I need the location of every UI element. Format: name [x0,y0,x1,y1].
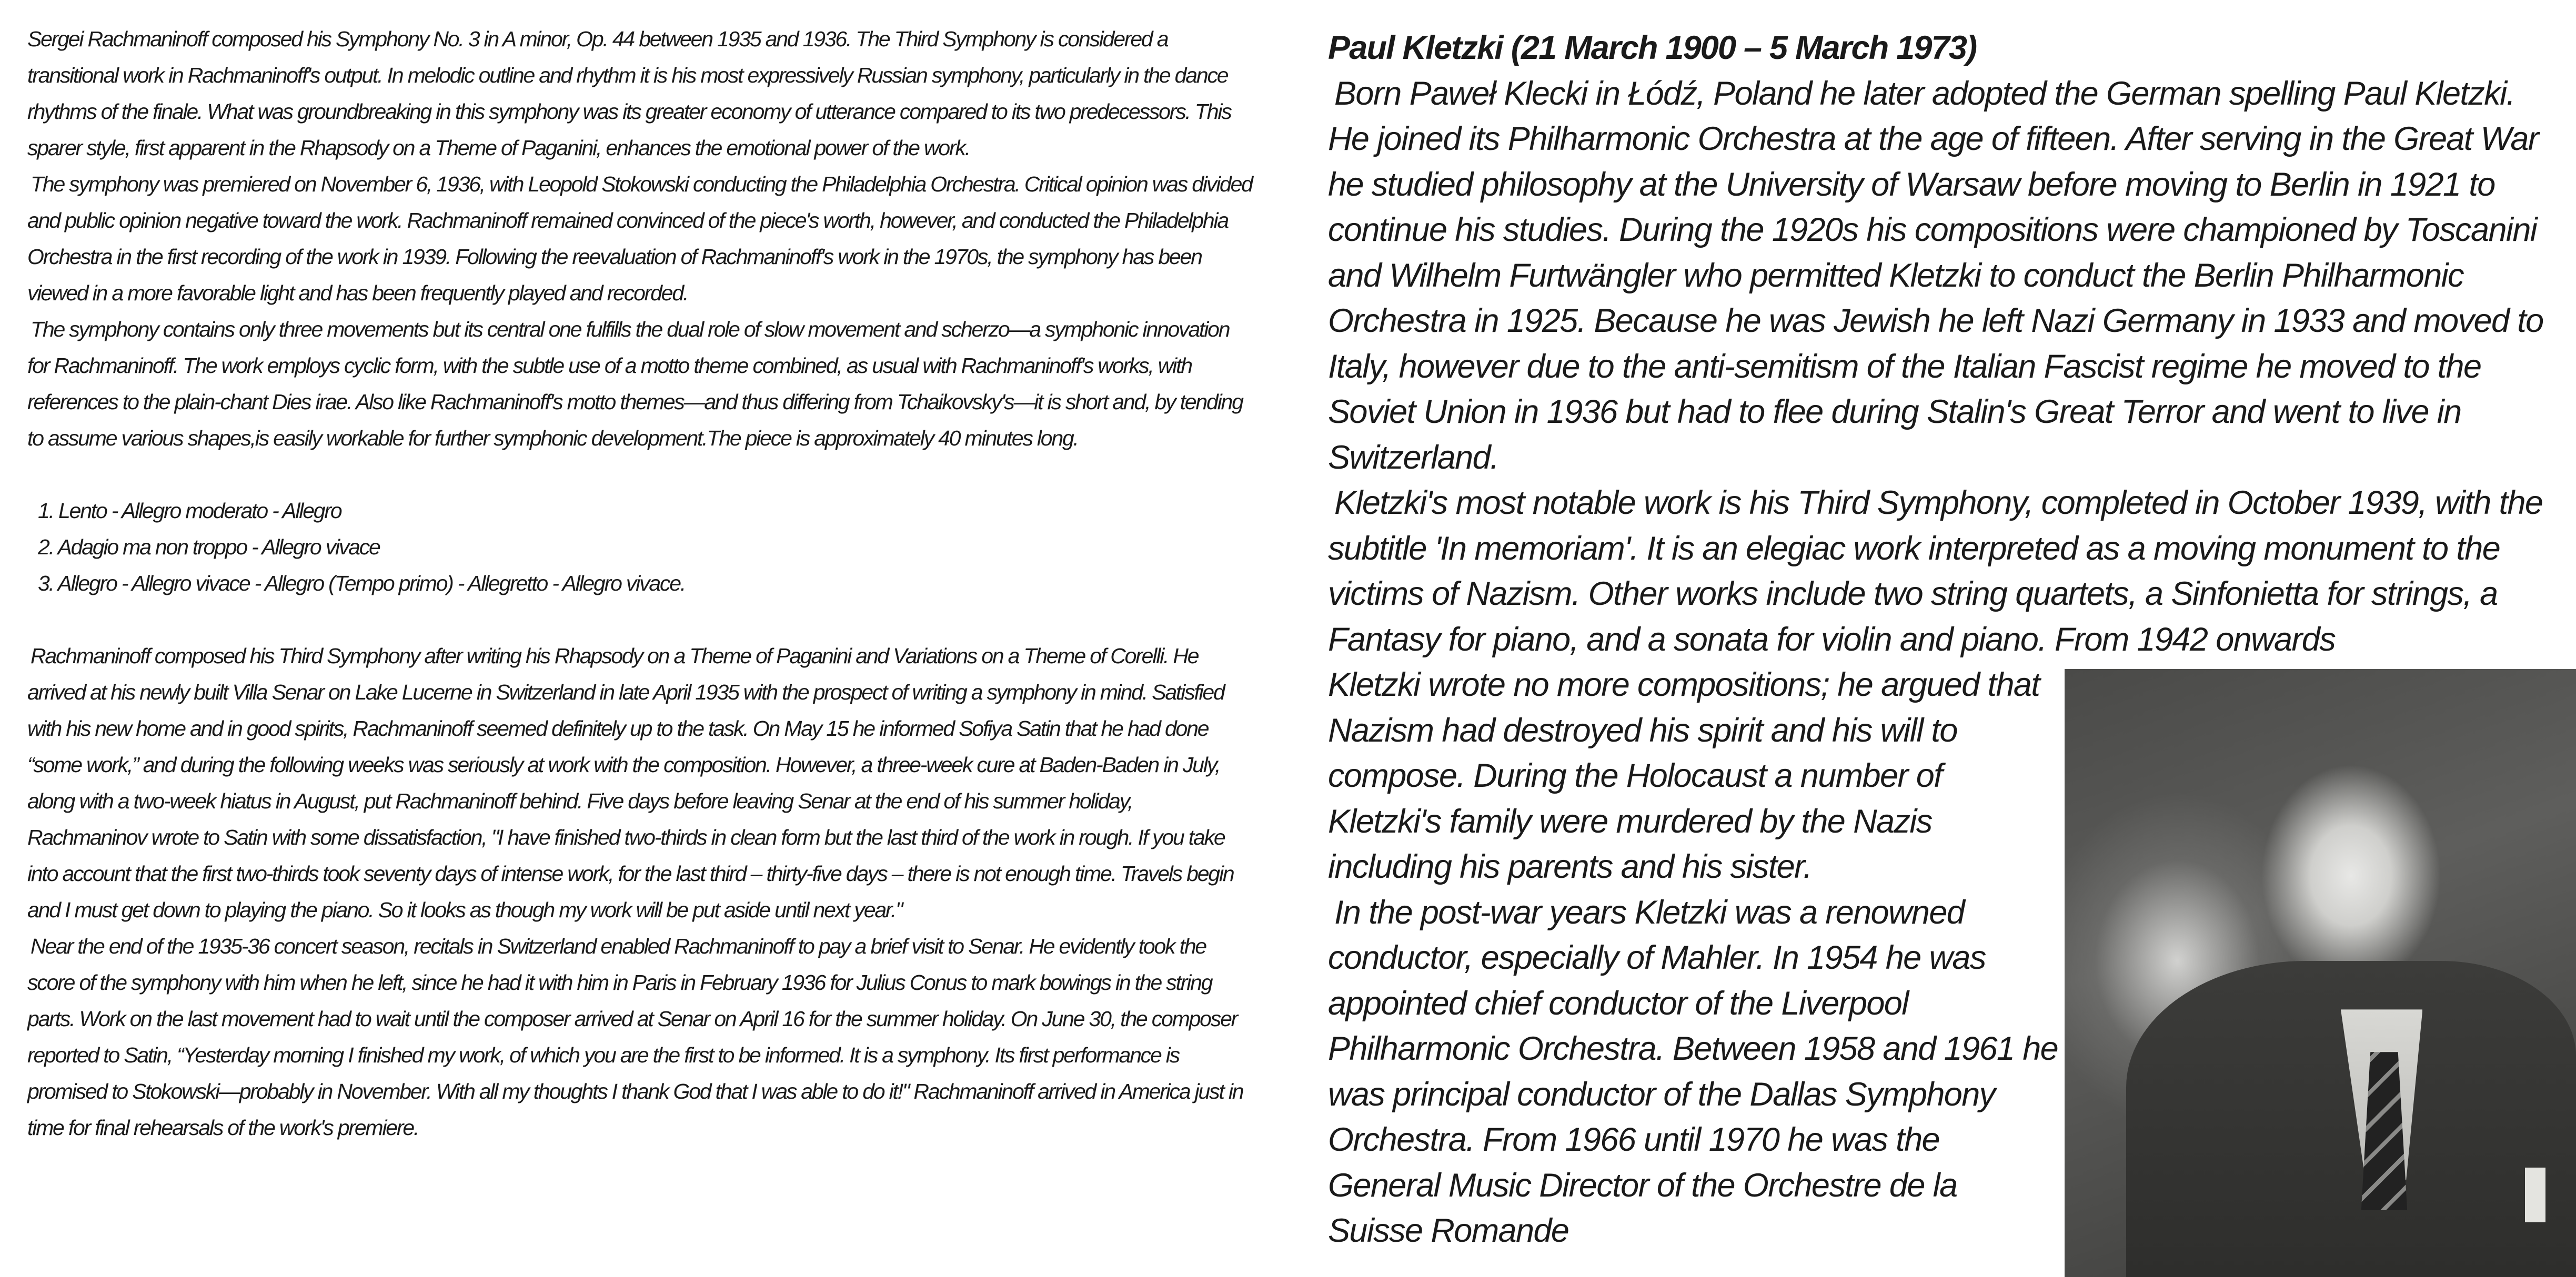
completion-paragraph: Near the end of the 1935-36 concert season, recitals in Switzerland enabled Rachmaninoff to pay a brief visit to Senar. He evidently took the score of the symphony with him when he left, since he had it with him in Paris in February 1936 for Julius Conus to mark bowings in the string parts. Work on the last movement had to wait until the composer arrived at Senar on April 16 for the summer holiday. On June 30, the composer reported to Satin, “Yesterday morning I finished my work, of which you are the first to be informed. It is a symphony. Its first performance is promised to Stokowski—probably in November. With all my thoughts I thank God that I was able to do it!" Rachmaninoff arrived in America just in time for final rehearsals of the work's premiere. [27,934,1243,1140]
biography-paragraph-works-continued: Kletzki wrote no more compositions; he argued that Nazism had destroyed his spirit and his will to compose. During the Holocaust a number of Kletzki's family were murdered by the Nazis including his parents and his sister. [1328,666,2040,885]
intro-paragraph: Sergei Rachmaninoff composed his Symphony No. 3 in A minor, Op. 44 between 1935 and 1936. The Third Symphony is considered a transitional work in Rachmaninoff's output. In melodic outline and rhythm it is his most expressively Russian symphony, particularly in the dance rhythms of the finale. What was groundbreaking in this symphony was its greater economy of utterance compared to its two predecessors. This sparer style, first apparent in the Rhapsody on a Theme of Paganini, enhances the emotional power of the work. [27,27,1231,160]
movement-item: 3. Allegro - Allegro vivace - Allegro (Tempo primo) - Allegretto - Allegro vivace. [38,571,686,595]
movement-item: 2. Adagio ma non troppo - Allegro vivace [38,535,380,559]
photo-suit [2126,961,2576,1277]
movement-item: 1. Lento - Allegro moderato - Allegro [38,499,341,523]
premiere-paragraph: The symphony was premiered on November 6, 1936, with Leopold Stokowski conducting the Philadelphia Orchestra. Critical opinion was divided and public opinion negative toward the work. Rachmaninoff remained convinced of the piece's worth, however, and conducted the Philadelphia Orchestra in the first recording of the work in 1939. Following the reevaluation of Rachmaninoff's work in the 1970s, the symphony has been viewed in a more favorable light and has been frequently played and recorded. [27,172,1252,305]
biography-paragraph-career: In the post-war years Kletzki was a renowned conductor, especially of Mahler. In 1954 he was appointed chief conductor of the Liverpool Philharmonic Orchestra. Between 1958 and 1961 he was principal conductor of the Dallas Symphony Orchestra. From 1966 until 1970 he was the General Music Director of the Orchestre de la Suisse Romande [1328,894,2058,1249]
rachmaninoff-notes-column [27,21,1253,1146]
biography-paragraph-works: Kletzki's most notable work is his Third Symphony, completed in October 1939, with the subtitle 'In memoriam'. It is an elegiac work interpreted as a moving monument to the victims of Nazism. Other works include two string quartets, a Sinfonietta for strings, a Fantasy for piano, and a sonata for violin and piano. From 1942 onwards [1328,484,2543,658]
photo-pocket-square [2525,1168,2545,1222]
kletzki-portrait-photo [2065,669,2576,1277]
composition-history-paragraph: Rachmaninoff composed his Third Symphony after writing his Rhapsody on a Theme of Paganini and Variations on a Theme of Corelli. He arrived at his newly built Villa Senar on Lake Lucerne in Switzerland in late April 1935 with the prospect of writing a symphony in mind. Satisfied with his new home and in good spirits, Rachmaninoff seemed definitely up to the task. On May 15 he informed Sofiya Satin that he had done “some work,” and during the following weeks was seriously at work with the composition. However, a three-week cure at Baden-Baden in July, along with a two-week hiatus in August, put Rachmaninoff behind. Five days before leaving Senar at the end of his summer holiday, Rachmaninov wrote to Satin with some dissatisfaction, "I have finished two-thirds in clean form but the last third of the work in rough. If you take into account that the first two-thirds took seventy days of intense work, for the last third – thirty-five days – there is not enough time. Travels begin and I must get down to playing the piano. So it looks as though my work will be put aside until next year." [27,644,1234,922]
structure-paragraph: The symphony contains only three movements but its central one fulfills the dual role of slow movement and scherzo—a symphonic innovation for Rachmaninoff. The work employs cyclic form, with the subtle use of a motto theme combined, as usual with Rachmaninoff's works, with references to the plain-chant Dies irae. Also like Rachmaninoff's motto themes—and thus differing from Tchaikovsky's—it is short and, by tending to assume various shapes,is easily workable for further symphonic development.The piece is approximately 40 minutes long. [27,317,1243,450]
biography-heading: Paul Kletzki (21 March 1900 – 5 March 1973) [1328,29,1977,66]
movements-list [38,493,1253,602]
biography-paragraph-early-life: Born Paweł Klecki in Łódź, Poland he later adopted the German spelling Paul Kletzki. He joined its Philharmonic Orchestra at the age of fifteen. After serving in the Great War he studied philosophy at the University of Warsaw before moving to Berlin in 1921 to continue his studies. During the 1920s his compositions were championed by Toscanini and Wilhelm Furtwängler who permitted Kletzki to conduct the Berlin Philharmonic Orchestra in 1925. Because he was Jewish he left Nazi Germany in 1933 and moved to Italy, however due to the anti-semitism of the Italian Fascist regime he moved to the Soviet Union in 1936 but had to flee during Stalin's Great Terror and went to live in Switzerland. [1328,75,2543,476]
